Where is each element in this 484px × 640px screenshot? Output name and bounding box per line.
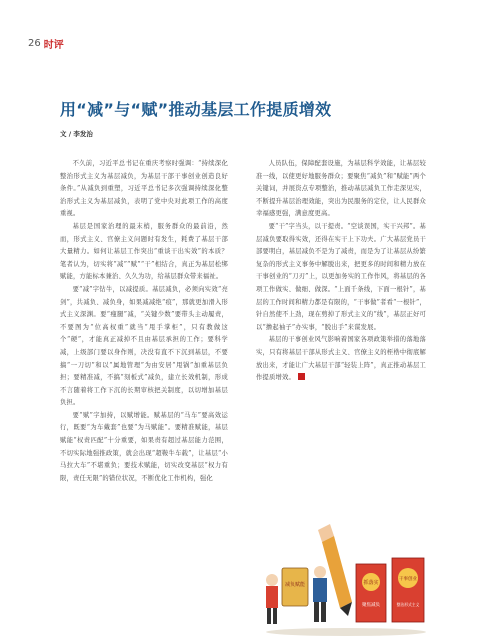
section-label: 时评 xyxy=(43,40,64,51)
paragraph: 要“减”字钻牛，以减提质。基层减负，必须向实效“亮剑”，共减负、减负身，如果减减绝“痕”，那就更加滑入形式主义深渊。要“瘦腿”减，“关键少数”要带头主动履责，不要图为“位高权重”就当“甩手掌柜”，只有教做这个“硬”，才能真正减掉不且由基层承担的工作；要科学减，上级部门要以身作则，决没有直不下沉到基层，不要搞“一刀切”和以“属地管理”为由安居“甩锅”加重基层负担；要精准减，不搞“刻板式”减负，建立长效机制，形成不言随着将工作下沉的长期审核把关制度，以切增加基层负担。 xyxy=(60,285,228,407)
box-2-icon xyxy=(392,558,424,622)
svg-text:整治形式主义: 整治形式主义 xyxy=(396,602,420,607)
cartoon-illustration xyxy=(256,524,430,636)
left-column xyxy=(60,158,228,485)
end-mark-icon xyxy=(298,373,305,380)
paragraph: 要“干”字当头，以干提责。“空谈误国，实干兴邦”。基层减负要取得实效，还得在实干上下功夫。广大基层党员干部要明白，基层减负不是为了减责，而是为了让基层从纷繁复杂的形式主义事务中解脱出来，把更多的时间和精力放在干事创业的“刀刃”上，以更加务实的工作作风，将基层的各项工作做实、做细、做深。“上面千条线，下面一根针”，基层的工作时间和精力都是有限的，“干事做”者看“一根针”，针自然使不上劲，现在剪掉了形式主义的“线”，基层正好可以“撸起袖子”办实事，“脱出手”来谋发展。 xyxy=(256,222,426,331)
svg-text:减负赋能: 减负赋能 xyxy=(284,582,306,588)
page-number: 26 xyxy=(28,38,41,49)
svg-text:抓落实: 抓落实 xyxy=(363,580,379,586)
paragraph-final-text: 基层的干事创业风气影响着国家各项政策举措的落地落实，只有将基层干部从形式主义、官僚主义的桎梏中彻底解放出来，才能让广大基层干部“轻装上阵”，真正推动基层工作提质增效。 xyxy=(256,336,426,382)
official-figure-center-icon xyxy=(313,566,327,622)
article-author: 文 / 李发治 xyxy=(60,130,93,138)
box-1-icon xyxy=(356,564,386,622)
paragraph-final xyxy=(256,334,426,384)
official-figure-left-icon xyxy=(266,568,308,624)
paragraph: 要“赋”字加持，以赋增能。赋基层的“马车”要高效运行，既要“为车戴套”也要“为马赋能”。要精准赋能，基层赋能“权责匹配”十分重要，如果责有超过基层能力范围，不切实际地强推政策，就会出现“超鞍牛车载”，让基层“小马拉大车”不堪重负；要技术赋能，切实改变基层“权力有限，责任无限”的错位状况，不断优化工作机构，强化 xyxy=(60,411,228,482)
right-column xyxy=(256,158,426,385)
paragraph: 不久前，习近平总书记在重庆考察时强调：“持续深化整治形式主义为基层减负，为基层干部干事创业创造良好条件。”从减负到重塑，习近平总书记多次强调持续深化整治形式主义为基层减负，表明了党中央对此项工作的高度重视。 xyxy=(60,160,228,218)
page-header xyxy=(28,36,64,51)
svg-text:干事创业: 干事创业 xyxy=(399,577,417,582)
ground-shadow xyxy=(266,628,426,636)
svg-text:聚焦减负: 聚焦减负 xyxy=(362,603,380,608)
paragraph: 人员队伍，保障配套设施，为基层科学效能，让基层较准一线，以使更好地服务群众；要聚焦“减负”和“赋能”两个关键词，并展资点专项整治，推动基层减负工作走深见实，不断提升基层治理效能，突出为民服务的定位，让人民群众幸福感更强，满意度更高。 xyxy=(256,160,426,218)
article-title: 用“减”与“赋”推动基层工作提质增效 xyxy=(60,100,332,119)
paragraph: 基层是国家治理的最末梢，服务群众的最前沿，然而，形式主义、官僚主义问题时有发生，耗费了基层干部大量精力。如何让基层工作突出“重谈干出实效”的本质？笔者认为，切实将“减”“赋”“干”相结合，真正为基层松绑赋能，方能标本兼治、久久为功，给基层群众带来福祉。 xyxy=(60,222,228,281)
